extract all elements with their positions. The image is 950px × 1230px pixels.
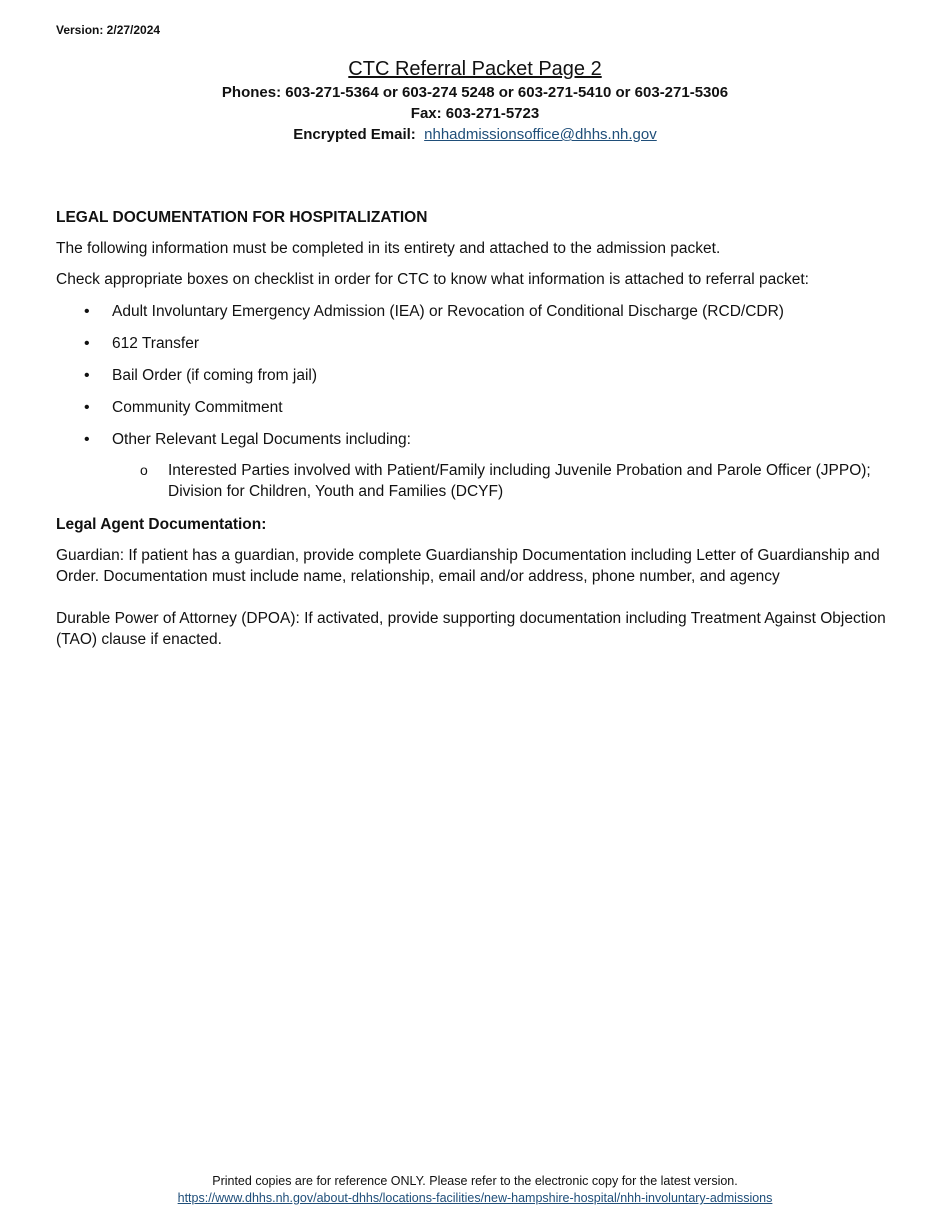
footer-link[interactable]: https://www.dhhs.nh.gov/about-dhhs/locations-facilities/new-hampshire-hospital/nhh-involuntary-admissions (177, 1191, 773, 1205)
version-date: Version: 2/27/2024 (56, 23, 161, 37)
list-item: • 612 Transfer (56, 333, 896, 354)
email-link[interactable]: nhhadmissionsoffice@dhhs.nh.gov (424, 126, 657, 143)
page-header (0, 56, 950, 145)
legal-documents-list (56, 301, 896, 502)
page-title: CTC Referral Packet Page 2 (348, 58, 602, 80)
list-item: • Community Commitment (56, 397, 896, 418)
sub-list-item: o Interested Parties involved with Patient/Family including Juvenile Probation and Parole Officer (JPPO); Division for Children, Youth and Families (DCYF) (112, 460, 896, 502)
list-item-label: Other Relevant Legal Documents including: (112, 431, 411, 448)
list-item: • Bail Order (if coming from jail) (56, 365, 896, 386)
legal-section-heading: LEGAL DOCUMENTATION FOR HOSPITALIZATION (56, 209, 428, 226)
footer-note: Printed copies are for reference ONLY. Please refer to the electronic copy for the latest version. (212, 1174, 738, 1188)
guardian-paragraph: Guardian: If patient has a guardian, provide complete Guardianship Documentation including Letter of Guardianship and Order. Documentation must include name, relationship, email and/or address, phone number, and agency (56, 547, 880, 585)
list-item: • Adult Involuntary Emergency Admission (IEA) or Revocation of Conditional Discharge (RCD/CDR) (56, 301, 896, 322)
main-content (56, 207, 896, 650)
list-item-other-documents (56, 429, 896, 502)
legal-intro-checklist: Check appropriate boxes on checklist in order for CTC to know what information is attached to referral packet: (56, 271, 809, 288)
email-line (0, 124, 950, 145)
sub-list (112, 460, 896, 502)
fax-number: Fax: 603-271-5723 (410, 105, 540, 122)
email-label: Encrypted Email: (293, 126, 416, 143)
legal-intro-completion: The following information must be completed in its entirety and attached to the admission packet. (56, 240, 721, 257)
phone-numbers: Phones: 603-271-5364 or 603-274 5248 or 603-271-5410 or 603-271-5306 (221, 84, 729, 101)
dpoa-paragraph: Durable Power of Attorney (DPOA): If activated, provide supporting documentation including Treatment Against Objection (TAO) clause if enacted. (56, 610, 886, 648)
page-footer (0, 1173, 950, 1207)
legal-agent-heading: Legal Agent Documentation: (56, 516, 267, 533)
